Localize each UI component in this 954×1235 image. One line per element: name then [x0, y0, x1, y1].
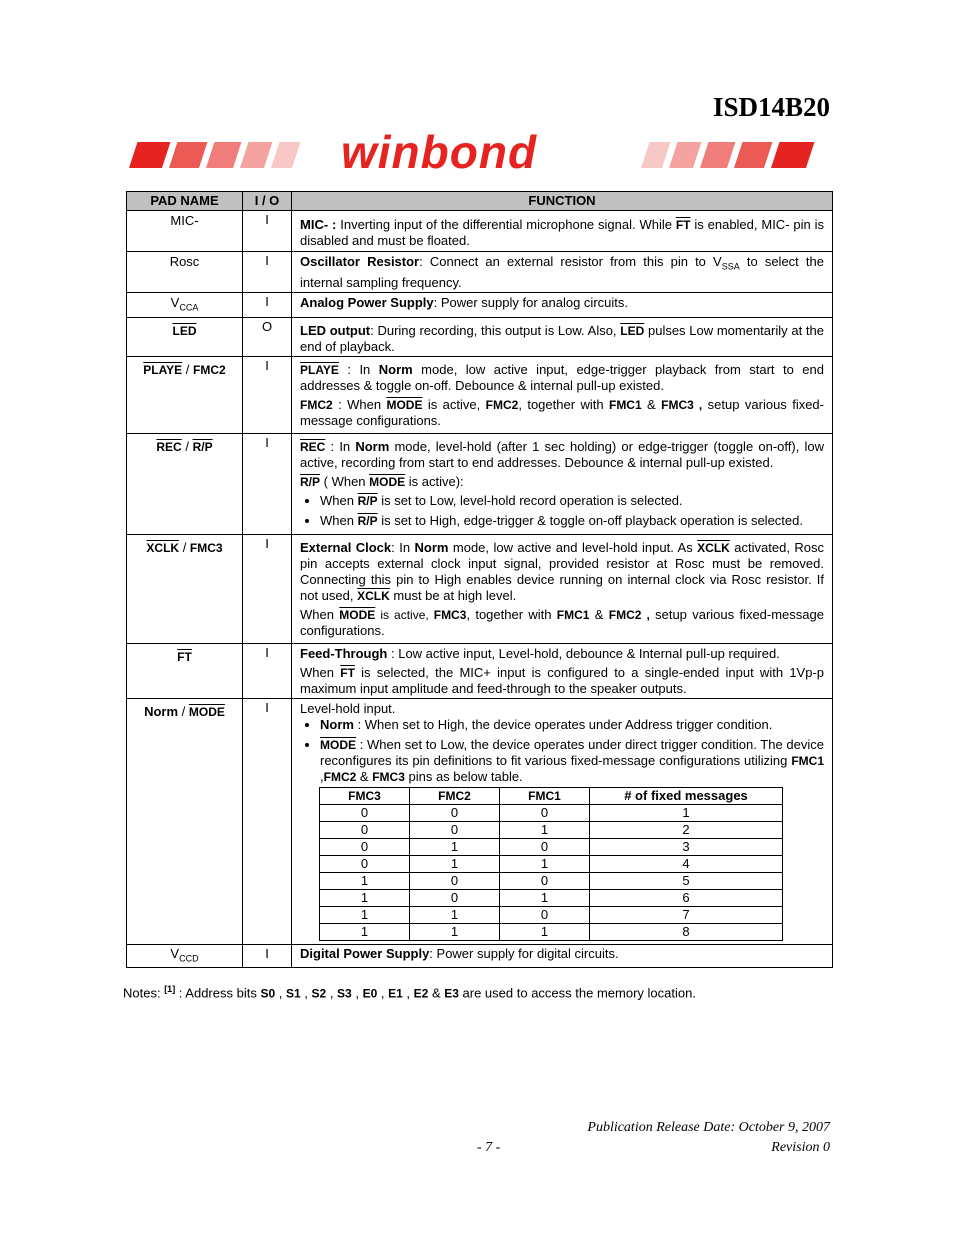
io-rosc: I — [243, 252, 292, 293]
table-row — [127, 535, 833, 644]
mode-signal: MODE — [320, 738, 356, 753]
fmc2-text-2: is active, — [422, 397, 486, 413]
fmc3-text: When — [300, 607, 340, 623]
pad-name-led — [127, 318, 243, 357]
vcca-name: V — [170, 294, 180, 310]
fmc2-word: FMC2 , — [608, 608, 650, 623]
bullet-text-3: & — [356, 769, 373, 785]
fmc-cell: 1 — [410, 907, 500, 924]
fmc-cell: 0 — [410, 805, 500, 822]
norm-name: Norm — [144, 704, 179, 720]
fmc3-text-2: is active, — [375, 608, 434, 623]
ft-label: Feed-Through — [300, 646, 388, 662]
header-io: I / O — [243, 192, 292, 211]
function-vcca — [292, 292, 833, 318]
ft-desc-2 — [300, 665, 824, 697]
playe-text-2: mode, low active input, edge-trigger playback from start to end addresses & toggle on-off. Debounce & internal pull-up existed. — [300, 362, 824, 394]
pin-description-table — [126, 191, 833, 968]
rp-name: R/P — [192, 440, 213, 455]
mode-name: MODE — [188, 705, 225, 720]
bullet-text-2: is set to Low, level-hold record operation is selected. — [377, 493, 683, 509]
winbond-logo-graphic — [126, 128, 832, 172]
xclk-signal: XCLK — [697, 541, 730, 556]
vccd-sub: CCD — [179, 953, 199, 964]
pad-name-rosc: Rosc — [127, 252, 243, 293]
mode-signal: MODE — [386, 398, 423, 413]
fmc3-text-3: , together with — [466, 607, 557, 623]
fmc-cell: 0 — [320, 839, 410, 856]
table-row — [127, 211, 833, 252]
ft-signal: $\overline{FT}$ — [675, 218, 691, 232]
vcca-label: Analog Power Supply — [300, 294, 434, 310]
list-item — [320, 493, 824, 509]
io-led: O — [243, 318, 292, 357]
fmc-cell: 1 — [500, 822, 590, 839]
rp-signal: R/P — [357, 514, 378, 529]
fmc-row — [320, 924, 783, 941]
norm-desc: Level-hold input. — [300, 701, 396, 717]
mic-text: Inverting input of the differential microphone signal. While — [336, 217, 676, 232]
io-playe: I — [243, 357, 292, 434]
table-header-row — [127, 192, 833, 211]
rosc-text-2: to select the internal sampling frequency. — [300, 254, 824, 290]
mode-signal: MODE — [339, 608, 376, 623]
function-rec — [292, 434, 833, 535]
bullet-text: : When set to High, the device operates under Address trigger condition. — [353, 717, 773, 733]
fmc-cell: 1 — [320, 890, 410, 907]
playe-name: PLAYE — [143, 363, 183, 378]
led-text: : During recording, this output is Low. Also, — [370, 323, 621, 339]
io-ft: I — [243, 644, 292, 699]
bit-e1: E1 — [388, 986, 403, 1001]
notes-text-2: are used to access the memory location. — [458, 985, 696, 1001]
notes — [123, 984, 696, 1000]
norm-word: Norm — [414, 540, 449, 556]
notes-and: & — [428, 985, 445, 1001]
rosc-text: : Connect an external resistor from this pin to V — [419, 254, 722, 269]
fmc-cell: 4 — [590, 856, 783, 873]
fmc3-word: FMC3 — [433, 608, 467, 623]
ft-signal: $\overline{FT}$ — [340, 666, 355, 681]
bullet-text: When — [320, 493, 358, 509]
fmc-row — [320, 822, 783, 839]
function-xclk — [292, 535, 833, 644]
rp-bullets — [300, 493, 824, 529]
fmc-cell: 1 — [410, 924, 500, 941]
norm-word: Norm — [378, 362, 413, 378]
xclk-text-3: activated, Rosc pin accepts external clock input signal, provided resistor at Rosc must be removed. Connecting this pin to High enables device running on internal clock via Rosc resistor. If not used, — [300, 540, 824, 604]
fmc2-word: FMC2 — [323, 770, 357, 785]
fmc-row — [320, 907, 783, 924]
rp-desc — [300, 474, 824, 490]
vcca-text: : Power supply for analog circuits. — [433, 294, 628, 310]
rp-text: ( When — [320, 474, 370, 490]
io-vcca: I — [243, 292, 292, 318]
fmc-row — [320, 890, 783, 907]
bit-s0: S0 — [260, 986, 276, 1001]
playe-sep: / — [182, 362, 194, 378]
notes-sep: , — [300, 985, 312, 1001]
table-row — [127, 644, 833, 699]
bullet-text-2: , — [320, 769, 324, 785]
mic-label: MIC- : — [300, 217, 337, 232]
fmc-cell: 0 — [410, 873, 500, 890]
xclk-text: : In — [391, 540, 415, 556]
fmc-cell: 0 — [500, 839, 590, 856]
fmc-header: # of fixed messages — [590, 788, 783, 805]
bullet-text-2: is set to High, edge-trigger & toggle on-off playback operation is selected. — [377, 513, 803, 529]
header-pad-name: PAD NAME — [127, 192, 243, 211]
pad-name-ft — [127, 644, 243, 699]
document-title: ISD14B20 — [712, 92, 830, 122]
norm-sep: / — [178, 704, 189, 720]
fmc-cell: 7 — [590, 907, 783, 924]
fmc-cell: 0 — [500, 873, 590, 890]
notes-sep: , — [326, 985, 338, 1001]
io-vccd: I — [243, 945, 292, 968]
fmc3-word: FMC3 — [372, 770, 405, 785]
ft-text: : Low active input, Level-hold, debounce & Internal pull-up required. — [387, 646, 780, 662]
table-row — [127, 252, 833, 293]
list-item — [320, 737, 824, 785]
rec-desc — [300, 439, 824, 471]
fmc-header: FMC1 — [500, 788, 590, 805]
fmc3-name: FMC3 — [189, 541, 223, 556]
led-label: LED output — [300, 323, 371, 339]
io-xclk: I — [243, 535, 292, 644]
pad-name-playe — [127, 357, 243, 434]
fmc-cell: 0 — [320, 805, 410, 822]
table-row — [127, 357, 833, 434]
bullet-text: When — [320, 513, 358, 529]
vccd-name: V — [170, 946, 180, 962]
fmc-cell: 3 — [590, 839, 783, 856]
logo-left-stripes — [129, 142, 300, 168]
table-row — [127, 945, 833, 968]
bit-s3: S3 — [337, 986, 352, 1001]
table-row — [127, 434, 833, 535]
notes-sep: , — [377, 985, 389, 1001]
fmc3-desc — [300, 607, 824, 639]
norm-word: Norm — [355, 439, 390, 455]
pad-name-rec — [127, 434, 243, 535]
header-function: FUNCTION — [292, 192, 833, 211]
function-norm — [292, 699, 833, 945]
notes-sep: , — [351, 985, 363, 1001]
io-mic: I — [243, 211, 292, 252]
table-row — [127, 318, 833, 357]
logo-wordmark: winbond — [341, 128, 538, 172]
xclk-text-4: must be at high level. — [389, 588, 517, 604]
led-name: $\overline{LED}$ — [172, 324, 197, 339]
fmc-cell: 2 — [590, 822, 783, 839]
ft-name: $\overline{FT}$ — [177, 650, 192, 665]
xclk-text-2: mode, low active and level-hold input. As — [448, 540, 698, 556]
ft-text-3: is selected, the MIC+ input is configured to a single-ended input with 1Vp-p maximum input amplitude and feed-through to the speaker outputs. — [300, 665, 825, 697]
fmc3-word: FMC3 , — [661, 398, 703, 413]
io-rec: I — [243, 434, 292, 535]
xclk-desc — [300, 540, 824, 604]
notes-sep: , — [275, 985, 286, 1001]
fmc-cell: 0 — [320, 856, 410, 873]
fmc1-word: FMC1 — [608, 398, 642, 413]
xclk-label: External Clock — [300, 540, 392, 556]
fmc2-word: FMC2 — [300, 398, 333, 413]
function-mic — [292, 211, 833, 252]
fmc-cell: 8 — [590, 924, 783, 941]
notes-text: : Address bits — [175, 985, 261, 1001]
norm-bullets — [300, 717, 824, 785]
revision: Revision 0 — [771, 1140, 830, 1155]
vcca-sub: CCA — [179, 302, 199, 313]
fmc-row — [320, 873, 783, 890]
bit-e0: E0 — [362, 986, 378, 1001]
function-playe — [292, 357, 833, 434]
function-vccd — [292, 945, 833, 968]
fmc-cell: 1 — [500, 856, 590, 873]
vccd-label: Digital Power Supply — [300, 946, 430, 962]
function-rosc — [292, 252, 833, 293]
winbond-logo — [126, 128, 832, 177]
fmc-cell: 1 — [320, 873, 410, 890]
ft-text-2: When — [300, 665, 341, 681]
fmc-cell: 0 — [500, 805, 590, 822]
pad-name-norm — [127, 699, 243, 945]
rec-text-2: mode, level-hold (after 1 sec holding) or edge-trigger (toggle on-off), low active, recording from start to end addresses. Debounce & internal pull-up existed. — [300, 439, 824, 471]
fmc-row — [320, 856, 783, 873]
fmc-cell: 6 — [590, 890, 783, 907]
fmc-cell: 0 — [410, 890, 500, 907]
led-text-2: pulses Low momentarily at the end of playback. — [300, 323, 824, 355]
fmc3-text-4: & — [589, 607, 609, 623]
fmc-cell: 1 — [500, 890, 590, 907]
xclk-signal-2: XCLK — [357, 589, 390, 604]
bullet-text-4: pins as below table. — [404, 769, 523, 785]
notes-label: Notes: — [123, 985, 165, 1001]
pad-name-vcca — [127, 292, 243, 318]
publication-date: Publication Release Date: October 9, 2007 — [587, 1120, 830, 1135]
fmc2-text: : When — [332, 397, 387, 413]
playe-signal: PLAYE — [300, 363, 339, 378]
pad-name-xclk — [127, 535, 243, 644]
function-ft — [292, 644, 833, 699]
table-row — [127, 699, 833, 945]
notes-sep: , — [402, 985, 414, 1001]
bit-s2: S2 — [311, 986, 327, 1001]
rec-signal: $\overline{REC}$ — [300, 440, 326, 455]
fmc-header-row — [320, 788, 783, 805]
fmc3-text-5: setup various fixed-message configurations. — [300, 607, 824, 639]
playe-text: : In — [338, 362, 379, 378]
fmc2-text-5: setup various fixed-message configurations. — [300, 397, 824, 429]
mic-text-2: is enabled, MIC- pin is disabled and must be floated. — [300, 217, 824, 248]
bit-s1: S1 — [285, 986, 301, 1001]
function-led — [292, 318, 833, 357]
vccd-text: : Power supply for digital circuits. — [429, 946, 619, 962]
fmc1-word: FMC1 — [791, 754, 824, 769]
led-signal: $\overline{LED}$ — [620, 324, 645, 339]
fmc2-text-4: & — [641, 397, 662, 413]
bullet-text: : When set to Low, the device operates under direct trigger condition. The device reconfigures its pin definitions to fit various fixed-message configurations utilizing — [320, 737, 824, 769]
list-item — [320, 513, 824, 529]
rp-text-2: is active): — [405, 474, 464, 490]
bit-e2: E2 — [413, 986, 429, 1001]
rec-sep: / — [181, 439, 193, 455]
rosc-label: Oscillator Resistor — [300, 254, 420, 269]
fmc-cell: 0 — [320, 822, 410, 839]
fmc2-name: FMC2 — [193, 363, 226, 378]
logo-right-stripes — [641, 142, 814, 168]
page-number: - 7 - — [477, 1140, 501, 1155]
table-row — [127, 292, 833, 318]
rec-name: $\overline{REC}$ — [156, 440, 182, 455]
list-item — [320, 717, 824, 733]
fmc1-word: FMC1 — [556, 608, 590, 623]
fmc-cell: 1 — [410, 839, 500, 856]
ft-desc — [300, 646, 824, 662]
rec-text: : In — [325, 439, 356, 455]
pad-name-mic: MIC- — [127, 211, 243, 252]
xclk-name: XCLK — [146, 541, 180, 556]
fmc-cell: 1 — [410, 856, 500, 873]
fmc-cell: 1 — [590, 805, 783, 822]
fmc2-text-3: , together with — [518, 397, 609, 413]
fmc-cell: 1 — [320, 907, 410, 924]
pad-name-vccd — [127, 945, 243, 968]
playe-desc — [300, 362, 824, 394]
io-norm: I — [243, 699, 292, 945]
mode-signal: MODE — [369, 475, 406, 490]
xclk-sep: / — [179, 540, 190, 556]
rp-signal: R/P — [357, 494, 378, 509]
fmc-row — [320, 805, 783, 822]
fmc-cell: 1 — [320, 924, 410, 941]
fmc2-desc — [300, 397, 824, 429]
fmc-cell: 1 — [500, 924, 590, 941]
fmc-config-table — [319, 787, 783, 941]
rosc-sub: SSA — [721, 261, 740, 272]
bit-e3: E3 — [444, 986, 459, 1001]
fmc-header: FMC3 — [320, 788, 410, 805]
fmc-header: FMC2 — [410, 788, 500, 805]
fmc-cell: 0 — [500, 907, 590, 924]
fmc-row — [320, 839, 783, 856]
fmc-cell: 0 — [410, 822, 500, 839]
fmc-cell: 5 — [590, 873, 783, 890]
notes-ref: [1] — [164, 984, 176, 994]
norm-word: Norm — [320, 717, 354, 733]
fmc2-word-2: FMC2 — [485, 398, 519, 413]
rp-signal: R/P — [300, 475, 321, 490]
